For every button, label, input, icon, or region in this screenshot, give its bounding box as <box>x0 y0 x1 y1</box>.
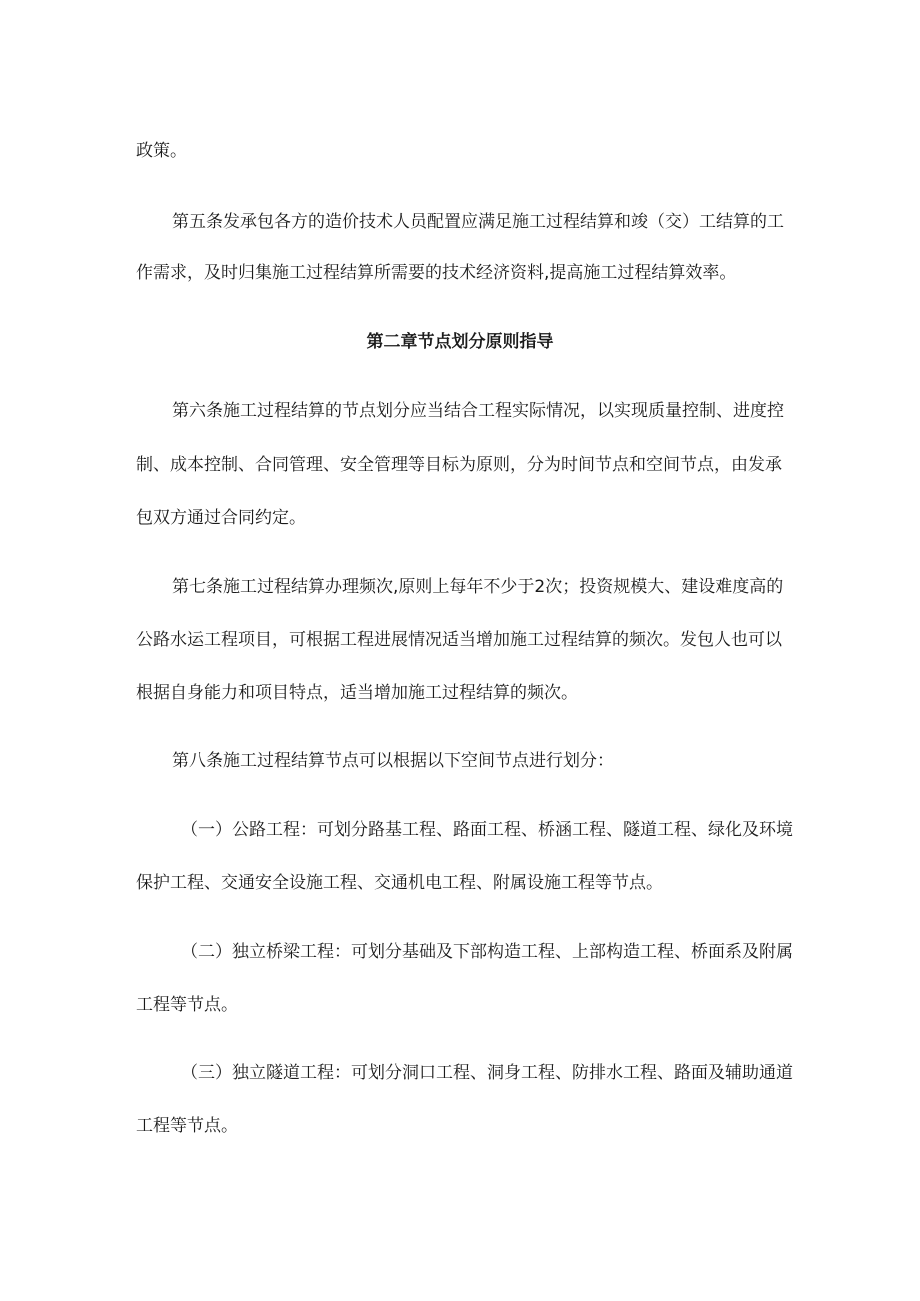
text-line: （二）独立桥梁工程：可划分基础及下部构造工程、上部构造工程、桥面系及附属 <box>181 942 793 962</box>
text-line: 第七条施工过程结算办理频次,原则上每年不少于2次；投资规模大、建设难度高的 <box>172 577 784 597</box>
text-line: 保护工程、交通安全设施工程、交通机电工程、附属设施工程等节点。 <box>136 873 663 893</box>
text-line: 作需求，及时归集施工过程结算所需要的技术经济资料,提高施工过程结算效率。 <box>136 263 737 283</box>
text-line: 根据自身能力和项目特点，适当增加施工过程结算的频次。 <box>136 683 578 703</box>
chapter-heading: 第二章节点划分原则指导 <box>366 332 554 352</box>
text-line: 工程等节点。 <box>136 1116 238 1136</box>
text-line: 包双方通过合同约定。 <box>136 508 306 528</box>
text-line: 公路水运工程项目，可根据工程进展情况适当增加施工过程结算的频次。发包人也可以 <box>136 630 782 650</box>
text-line: 工程等节点。 <box>136 995 238 1015</box>
text-line: 第八条施工过程结算节点可以根据以下空间节点进行划分： <box>172 751 614 771</box>
text-line: 政策。 <box>136 141 187 161</box>
text-line: 第六条施工过程结算的节点划分应当结合工程实际情况，以实现质量控制、进度控 <box>172 401 784 421</box>
text-line: （三）独立隧道工程：可划分洞口工程、洞身工程、防排水工程、路面及辅助通道 <box>181 1063 793 1083</box>
text-line: 第五条发承包各方的造价技术人员配置应满足施工过程结算和竣（交）工结算的工 <box>172 212 784 232</box>
text-line: （一）公路工程：可划分路基工程、路面工程、桥涵工程、隧道工程、绿化及环境 <box>181 820 793 840</box>
text-line: 制、成本控制、合同管理、安全管理等目标为原则，分为时间节点和空间节点，由发承 <box>136 455 782 475</box>
